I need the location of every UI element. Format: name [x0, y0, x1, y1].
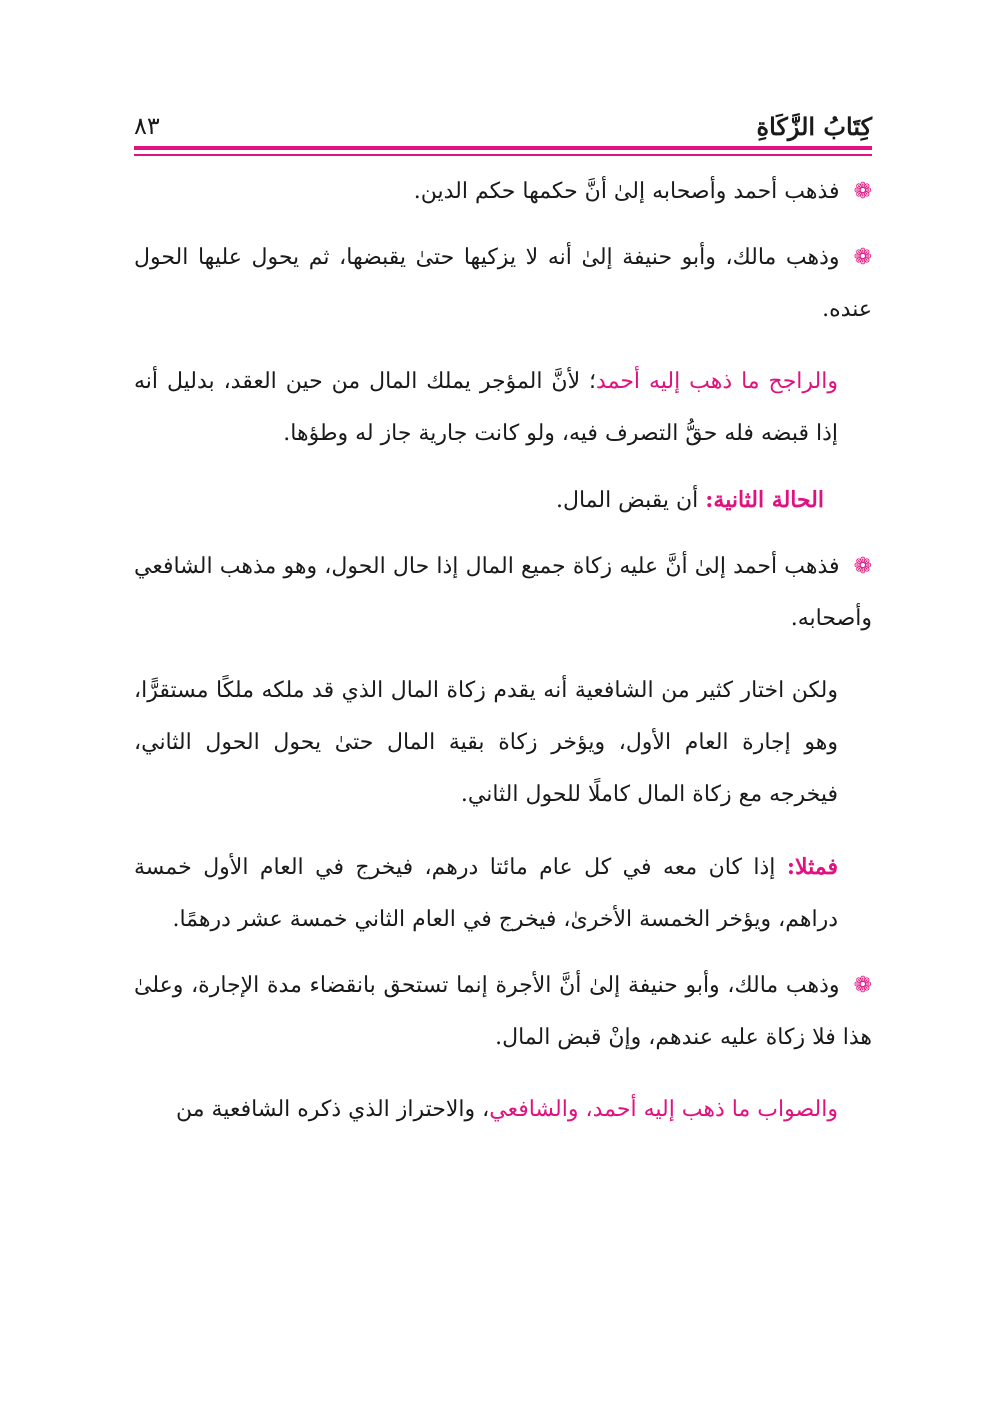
preferred-opinion-highlight: والراجح ما ذهب إليه أحمد	[596, 369, 838, 394]
flower-bullet-icon: ❁	[853, 179, 872, 204]
flower-bullet-icon: ❁	[853, 245, 872, 270]
case-label: الحالة الثانية:	[705, 487, 824, 513]
paragraph-8	[134, 960, 872, 1064]
paragraph-text: وذهب مالك، وأبو حنيفة إلىٰ أنَّ الأجرة إنما تستحق بانقضاء مدة الإجارة، وعلىٰ هذا فلا زكاة عليه عندهم، وإنْ قبض المال.	[134, 973, 872, 1050]
example-label: فمثلا:	[786, 854, 838, 880]
chapter-title: كِتَابُ الزَّكَاةِ	[756, 112, 872, 141]
paragraph-5	[134, 541, 872, 645]
paragraph-1	[134, 166, 872, 218]
paragraph-9	[134, 1084, 872, 1136]
paragraph-4	[134, 474, 872, 527]
paragraph-6	[134, 665, 872, 821]
paragraph-text: ؛ لأنَّ المؤجر يملك المال من حين العقد، بدليل أنه إذا قبضه فله حقُّ التصرف فيه، ولو كانت جارية جاز له وطؤها.	[134, 369, 838, 446]
header-rule-thick	[134, 146, 872, 150]
flower-bullet-icon: ❁	[853, 554, 872, 579]
paragraph-text: فذهب أحمد إلىٰ أنَّ عليه زكاة جميع المال إذا حال الحول، وهو مذهب الشافعي وأصحابه.	[134, 554, 872, 631]
paragraph-text: ولكن اختار كثير من الشافعية أنه يقدم زكاة المال الذي قد ملكه ملكًا مستقرًّا، وهو إجارة العام الأول، ويؤخر زكاة بقية المال حتىٰ يحول الحول الثاني، فيخرجه مع زكاة المال كاملًا للحول الثاني.	[134, 678, 838, 807]
paragraph-text: وذهب مالك، وأبو حنيفة إلىٰ أنه لا يزكيها حتىٰ يقبضها، ثم يحول عليها الحول عنده.	[134, 245, 872, 322]
paragraph-7	[134, 841, 872, 946]
paragraph-text: إذا كان معه في كل عام مائتا درهم، فيخرج في العام الأول خمسة دراهم، ويؤخر الخمسة الأخرىٰ، فيخرج في العام الثاني خمسة عشر درهمًا.	[134, 855, 838, 932]
flower-bullet-icon: ❁	[853, 973, 872, 998]
correct-opinion-highlight: والصواب ما ذهب إليه أحمد، والشافعي	[489, 1097, 838, 1122]
paragraph-2	[134, 232, 872, 336]
paragraph-text: فذهب أحمد وأصحابه إلىٰ أنَّ حكمها حكم الدين.	[413, 179, 840, 204]
paragraph-3	[134, 356, 872, 460]
page-number: ٨٣	[134, 112, 160, 140]
paragraph-text: ، والاحتراز الذي ذكره الشافعية من	[176, 1097, 490, 1122]
paragraph-text: أن يقبض المال.	[555, 488, 706, 513]
page-body	[134, 166, 872, 1136]
header-rule-thin	[134, 154, 872, 156]
